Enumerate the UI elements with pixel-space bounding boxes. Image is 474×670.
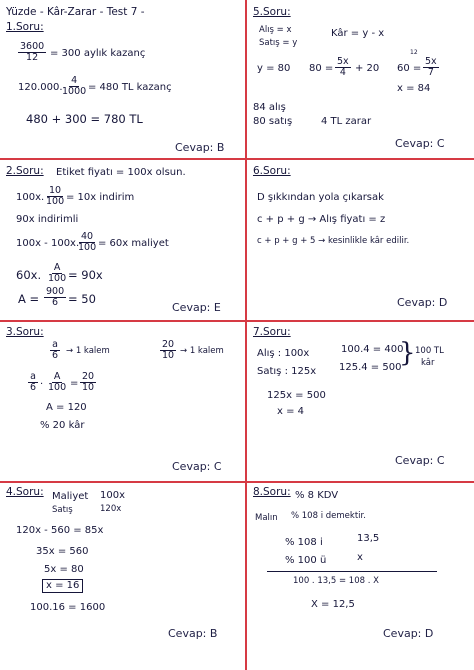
fraction: $\frac{4}{1000}$ — [62, 75, 87, 97]
equation-line: D şıkkından yola çıkarsak — [257, 192, 384, 203]
row-value: 120x — [100, 504, 122, 514]
equation-line: = 10x indirim — [66, 192, 135, 203]
row-label: Maliyet — [52, 491, 89, 502]
equation-line: 80 satış — [253, 116, 293, 127]
equation-line: Alış = x — [259, 25, 292, 35]
question-1-cell — [0, 0, 245, 158]
fraction: $\frac{a}{6}$ — [30, 371, 37, 393]
equation-line: c + p + g → Alış fiyatı = z — [257, 214, 386, 225]
answer-label: Cevap: C — [395, 454, 445, 467]
equation-line: Etiket fiyatı = 100x olsun. — [56, 167, 186, 178]
side-note: kâr — [421, 358, 435, 368]
small-annotation: 12 — [410, 49, 418, 56]
equation-prefix: A = — [18, 292, 40, 306]
fraction: $\frac{900}{6}$ — [46, 286, 65, 308]
equation-prefix: 60x. — [16, 268, 42, 282]
row-label: Satış — [52, 505, 73, 515]
operator: . — [40, 376, 44, 387]
fraction: $\frac{A}{100}$ — [48, 262, 67, 284]
equation-line: 5x = 80 — [44, 564, 84, 575]
equation-line: 100.16 = 1600 — [30, 602, 106, 613]
equation-prefix: 100x. — [16, 192, 45, 203]
equation-prefix: 80 = — [309, 63, 334, 74]
equation-line: X = 12,5 — [311, 599, 355, 610]
row-value: 100x — [100, 490, 126, 501]
operator: = — [70, 378, 79, 389]
question-4-cell — [0, 483, 245, 670]
equation-line: % 20 kâr — [40, 420, 85, 431]
equation-line: = 90x — [68, 268, 103, 282]
equation-line: 100.4 = 400 — [341, 344, 404, 355]
equation-line: = 300 aylık kazanç — [50, 48, 146, 59]
equation-line: % 100 ü — [285, 555, 327, 566]
equation-line: 13,5 — [357, 533, 380, 544]
answer-label: Cevap: D — [383, 627, 434, 640]
question-8-cell — [247, 483, 474, 670]
equation-line: 90x indirimli — [16, 214, 79, 225]
equation-line: Alış : 100x — [257, 348, 310, 359]
equation-line: 100 . 13,5 = 108 . X — [293, 576, 379, 586]
boxed-result: x = 16 — [42, 579, 83, 593]
equation-line: 125x = 500 — [267, 390, 326, 401]
equation-line: y = 80 — [257, 63, 291, 74]
fraction: $\frac{40}{100}$ — [78, 231, 97, 253]
equation-line: 35x = 560 — [36, 546, 89, 557]
fraction: $\frac{20}{10}$ — [162, 339, 175, 361]
equation-line: x = 84 — [397, 83, 431, 94]
fraction: $\frac{5x}{4}$ — [337, 56, 349, 78]
equation-line: 84 alış — [253, 102, 286, 113]
question-5-label: 5.Soru: — [253, 6, 291, 18]
equation-line: c + p + g + 5 → kesinlikle kâr edilir. — [257, 236, 410, 246]
fraction: $\frac{10}{100}$ — [46, 185, 65, 207]
question-7-label: 7.Soru: — [253, 326, 291, 338]
answer-label: Cevap: C — [172, 460, 222, 473]
brace: } — [399, 338, 416, 368]
page-title: Yüzde - Kâr-Zarar - Test 7 - — [6, 6, 145, 18]
equation-line: % 8 KDV — [295, 490, 339, 501]
equation-line: 480 + 300 = 780 TL — [26, 112, 143, 126]
equation-line: A = 120 — [46, 402, 87, 413]
fraction: $\frac{A}{100}$ — [48, 371, 67, 393]
equation-line: + 20 — [355, 63, 380, 74]
equation-line: Satış : 125x — [257, 366, 317, 377]
fraction: $\frac{a}{6}$ — [52, 339, 59, 361]
answer-label: Cevap: B — [175, 141, 225, 154]
equation-line: → 1 kalem — [66, 346, 110, 356]
equation-line: 120x - 560 = 85x — [16, 525, 104, 536]
equation-line: = 50 — [68, 292, 96, 306]
equation-line: 4 TL zarar — [321, 116, 372, 127]
question-6-label: 6.Soru: — [253, 165, 291, 177]
equation-prefix: 120.000. — [18, 82, 63, 93]
side-note: 100 TL — [415, 346, 444, 356]
fraction: $\frac{3600}{12}$ — [20, 41, 45, 63]
question-2-cell — [0, 160, 245, 320]
question-6-cell — [247, 160, 474, 320]
equation-line: 125.4 = 500 — [339, 362, 402, 373]
question-2-label: 2.Soru: — [6, 165, 44, 177]
equation-line: Satış = y — [259, 38, 298, 48]
equation-line: % 108 i — [285, 537, 323, 548]
equation-line: x — [357, 552, 363, 563]
equation-line: % 108 i demektir. — [291, 511, 366, 521]
equation-line: = 60x maliyet — [98, 238, 169, 249]
fraction: $\frac{20}{10}$ — [82, 371, 95, 393]
question-4-label: 4.Soru: — [6, 486, 44, 498]
equation-line: → 1 kalem — [180, 346, 224, 356]
question-5-cell — [247, 0, 474, 158]
equation-line: x = 4 — [277, 406, 305, 417]
answer-label: Cevap: C — [395, 137, 445, 150]
question-7-cell — [247, 322, 474, 481]
answer-label: Cevap: B — [168, 627, 218, 640]
question-1-label: 1.Soru: — [6, 21, 44, 33]
answer-label: Cevap: D — [397, 296, 448, 309]
divider-rule — [267, 571, 437, 572]
equation-line: Kâr = y - x — [331, 28, 385, 39]
equation-line: = 480 TL kazanç — [88, 82, 172, 93]
answer-label: Cevap: E — [172, 301, 221, 314]
equation-prefix: 100x - 100x. — [16, 238, 80, 249]
equation-prefix: 60 = — [397, 63, 422, 74]
question-8-label: 8.Soru: — [253, 486, 291, 498]
equation-prefix: Malın — [255, 513, 278, 523]
fraction: $\frac{5x}{7}$ — [425, 56, 437, 78]
question-3-label: 3.Soru: — [6, 326, 44, 338]
question-3-cell — [0, 322, 245, 481]
